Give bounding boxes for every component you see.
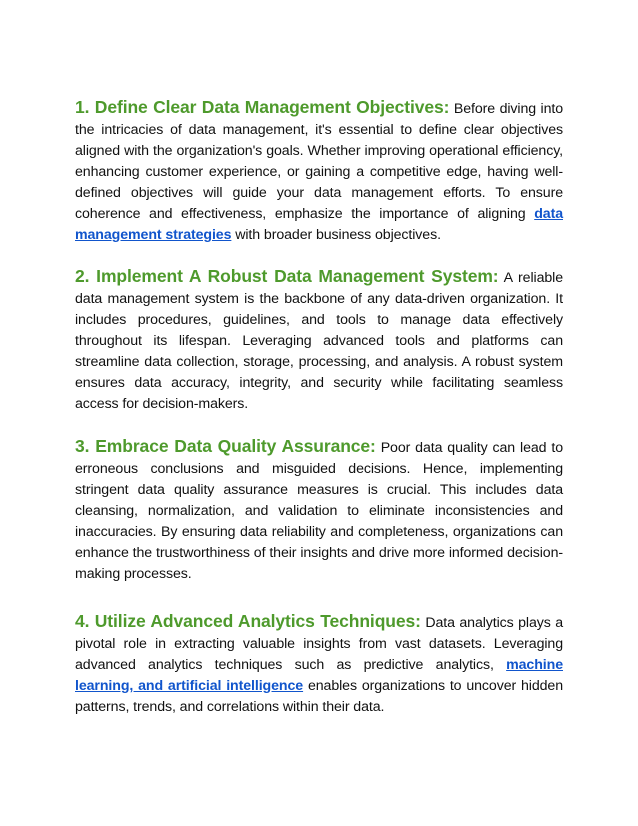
section-quality-assurance [75,436,563,585]
section-body-text: Before diving into the intricacies of data management, it's essential to define clear objectives aligned with the organization's goals. Whether improving operational efficiency, enhancing customer experience, or gaining a competitive edge, having well-defined objectives will guide your data management efforts. To ensure coherence and effectiveness, emphasize the importance of aligning [75,101,564,222]
section-heading: 1. Define Clear Data Management Objectives: [75,97,450,117]
link-machine-learning-ai[interactable]: machine learning, and artificial intelligence [75,657,563,694]
section-robust-system [75,266,563,415]
section-body-text: Poor data quality can lead to erroneous conclusions and misguided decisions. Hence, implementing stringent data quality assurance measures is crucial. This includes data cleansing, normalization, and validation to eliminate inconsistencies and inaccuracies. By ensuring data reliability and completeness, organizations can enhance the trustworthiness of their insights and drive more informed decision-making processes. [75,440,563,582]
section-define-objectives [75,97,563,246]
section-heading: 3. Embrace Data Quality Assurance: [75,436,376,456]
section-heading: 2. Implement A Robust Data Management System: [75,266,499,286]
section-body-text-continued: enables organizations to uncover hidden patterns, trends, and correlations within their data. [75,678,564,715]
document-page [75,97,563,738]
section-body-text-continued: with broader business objectives. [231,227,441,243]
link-data-management-strategies[interactable]: data management strategies [75,206,563,243]
section-advanced-analytics [75,611,563,718]
section-body-text: Data analytics plays a pivotal role in extracting valuable insights from vast datasets. Leveraging advanced analytics techniques such as predictive analytics, [75,615,563,673]
section-body-text: A reliable data management system is the backbone of any data-driven organization. It includes procedures, guidelines, and tools to manage data effectively throughout its lifespan. Leveraging advanced tools and platforms can streamline data collection, storage, processing, and analysis. A robust system ensures data accuracy, integrity, and security while facilitating seamless access for decision-makers. [75,270,564,412]
section-heading: 4. Utilize Advanced Analytics Techniques: [75,611,421,631]
